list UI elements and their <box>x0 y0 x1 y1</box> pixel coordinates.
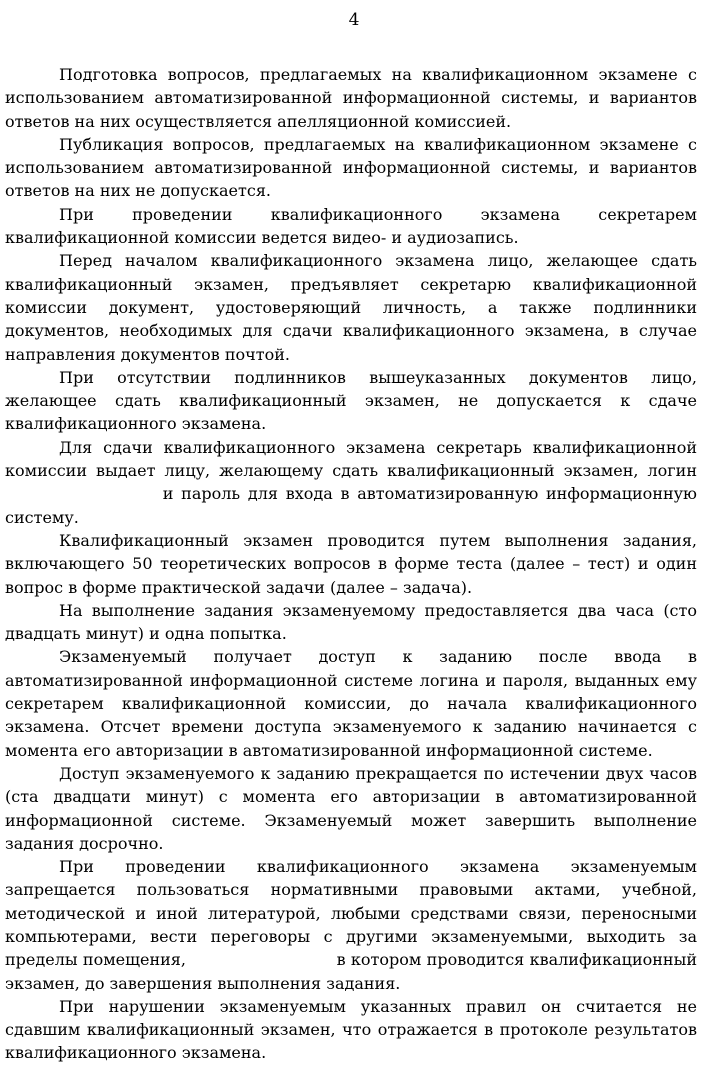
paragraph-question-publication: Публикация вопросов, предлагаемых на квалификационном экзамене с использованием автоматизированной информационной системы, и вариантов ответов на них не допускается. <box>5 134 697 201</box>
paragraph-missing-originals: При отсутствии подлинников вышеуказанных документов лицо, желающее сдать квалификационный экзамен, не допускается к сдаче квалификационного экзамена. <box>5 367 697 434</box>
paragraph-exam-task: Квалификационный экзамен проводится путем выполнения задания, включающего 50 теоретических вопросов в форме теста (далее – тест) и один вопрос в форме практической задачи (далее – задача). <box>5 530 697 597</box>
premises-text-after: в котором проводится квалификационный экзамен, до завершения выполнения задания. <box>5 950 697 993</box>
page-number: 4 <box>348 10 360 30</box>
paragraph-video-recording: При проведении квалификационного экзамена секретарем квалификационной комиссии ведется видео- и аудиозапись. <box>5 204 697 248</box>
login-text-after: и пароль для входа в автоматизированную информационную систему. <box>5 484 697 527</box>
paragraph-question-preparation: Подготовка вопросов, предлагаемых на квалификационном экзамене с использованием автоматизированной информационной системы, и вариантов ответов на них осуществляется апелляционной комиссией. <box>5 65 697 131</box>
login-text-before: Для сдачи квалификационного экзамена секретарь квалификационной комиссии выдает лицу, желающему сдать квалификационный экзамен, логин <box>5 437 697 481</box>
paragraph-time-limit: На выполнение задания экзаменуемому предоставляется два часа (сто двадцать минут) и одна попытка. <box>5 600 697 644</box>
paragraph-violation: При нарушении экзаменуемым указанных правил он считается не сдавшим квалификационный экзамен, что отражается в протоколе результатов квалификационного экзамена. <box>5 996 697 1063</box>
paragraph-login-issue <box>5 436 697 529</box>
paragraph-access: Экзаменуемый получает доступ к заданию после ввода в автоматизированной информационной системе логина и пароля, выданных ему секретарем квалификационной комиссии, до начала квалификационного экзамена. Отсчет времени доступа экзаменуемого к заданию начинается с момента его авторизации в автоматизированной информационной системе. <box>5 647 697 760</box>
premises-text-before: При проведении квалификационного экзамена экзаменуемым запрещается пользоваться нормативными правовыми актами, учебной, методической и иной литературой, любыми средствами связи, переносными компьютерами, вести переговоры с другими экзаменуемыми, выходить за пределы помещения, <box>5 857 697 970</box>
paragraph-identity-documents: Перед началом квалификационного экзамена лицо, желающее сдать квалификационный экзамен, предъявляет секретарю квалификационной комиссии документ, удостоверяющий личность, а также подлинники документов, необходимых для сдачи квалификационного экзамена, в случае направления документов почтой. <box>5 251 697 364</box>
paragraph-access-end: Доступ экзаменуемого к заданию прекращается по истечении двух часов (ста двадцати минут) с момента его авторизации в автоматизированной информационной системе. Экзаменуемый может завершить выполнение задания досрочно. <box>5 763 697 853</box>
paragraph-prohibitions <box>5 855 697 995</box>
document-body <box>5 63 697 1065</box>
